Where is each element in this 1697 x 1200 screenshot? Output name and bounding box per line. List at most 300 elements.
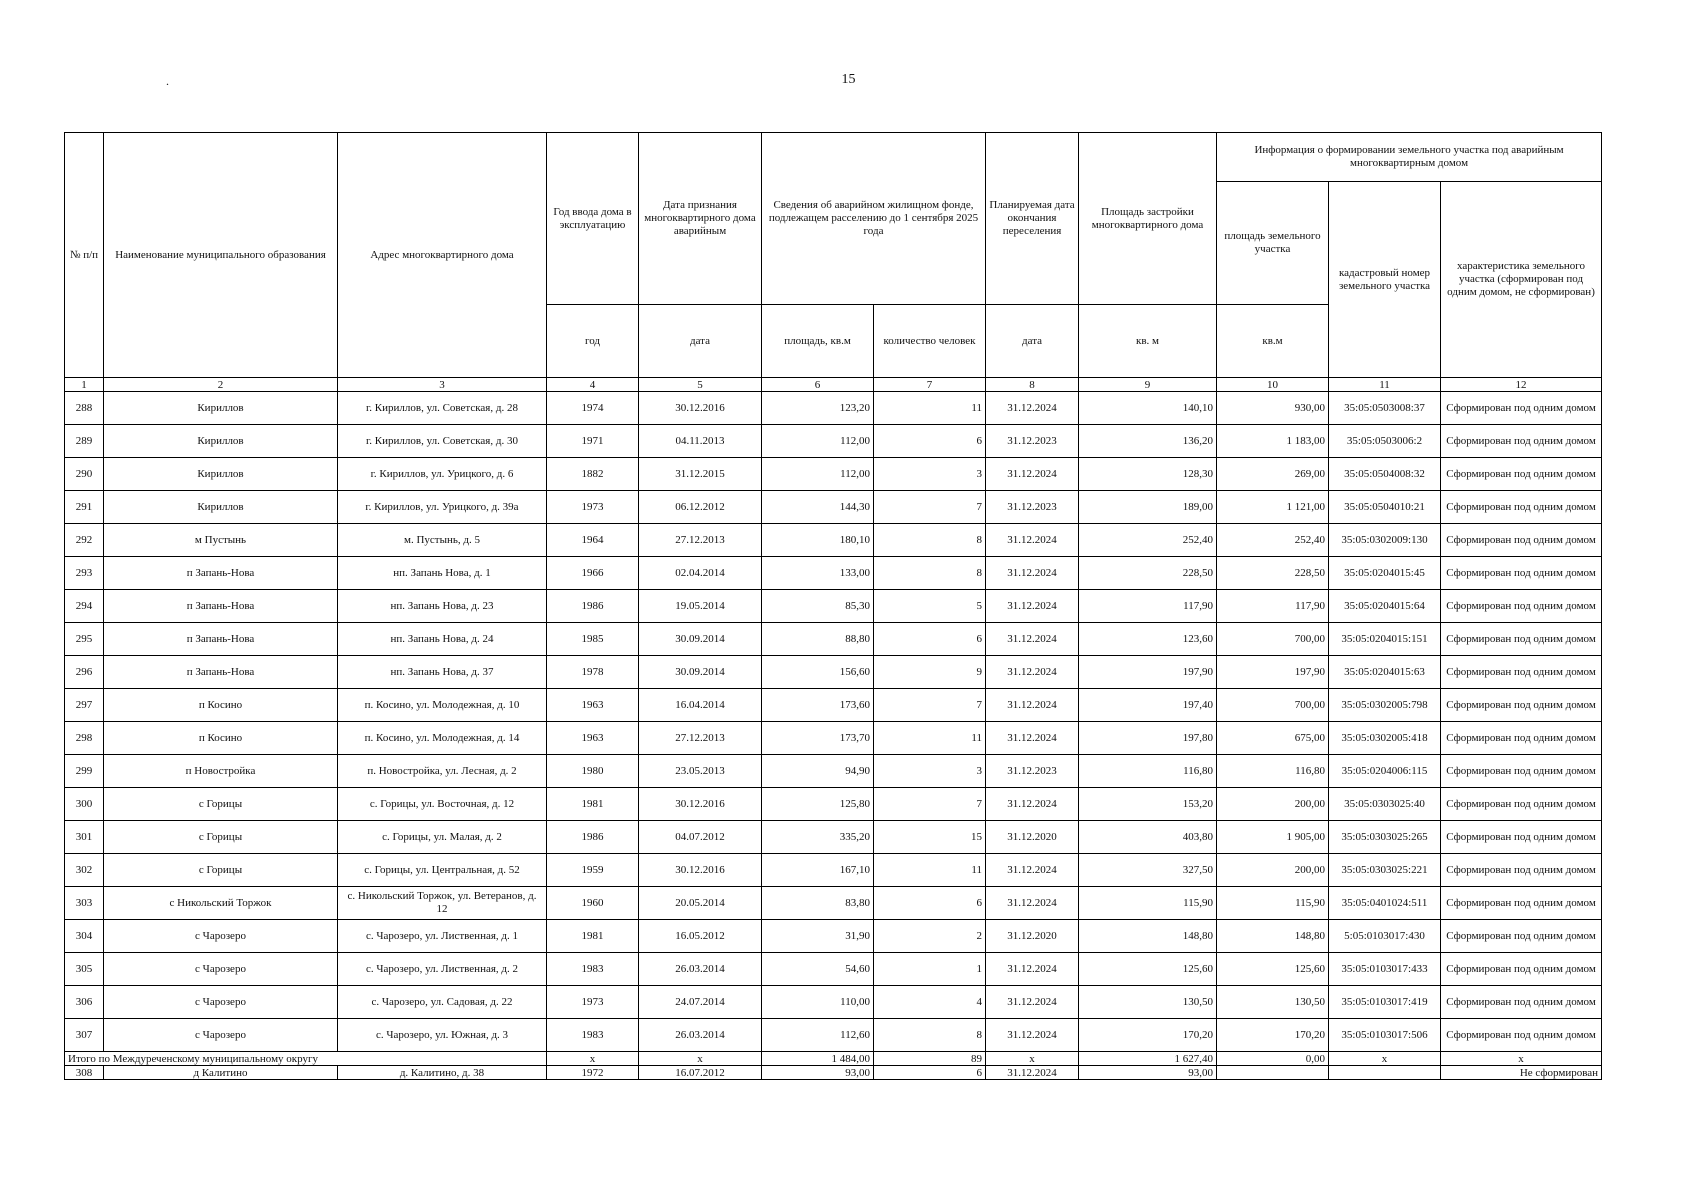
column-number: 5	[639, 378, 762, 392]
cell-people: 11	[874, 392, 986, 425]
cell-date: 30.09.2014	[639, 623, 762, 656]
cell-address: нп. Запань Нова, д. 24	[338, 623, 547, 656]
cell-date: 23.05.2013	[639, 755, 762, 788]
cell-cadastral-number: 35:05:0504008:32	[1329, 458, 1441, 491]
table-row	[65, 623, 1602, 656]
cell-year: 1981	[547, 788, 639, 821]
column-number: 2	[104, 378, 338, 392]
cell-people: 6	[874, 1066, 986, 1080]
column-number: 10	[1217, 378, 1329, 392]
cell-land-area: 675,00	[1217, 722, 1329, 755]
column-number: 12	[1441, 378, 1602, 392]
total-cell: х	[1441, 1052, 1602, 1066]
cell-year: 1986	[547, 821, 639, 854]
cell-number: 288	[65, 392, 104, 425]
cell-building-area: 117,90	[1079, 590, 1217, 623]
cell-cadastral-number: 35:05:0503006:2	[1329, 425, 1441, 458]
cell-people: 6	[874, 887, 986, 920]
cell-cadastral-number: 35:05:0204015:64	[1329, 590, 1441, 623]
cell-address: г. Кириллов, ул. Урицкого, д. 6	[338, 458, 547, 491]
cell-land-characteristic: Сформирован под одним домом	[1441, 722, 1602, 755]
cell-address: м. Пустынь, д. 5	[338, 524, 547, 557]
cell-municipality: п Запань-Нова	[104, 656, 338, 689]
cell-year: 1983	[547, 953, 639, 986]
cell-land-area: 117,90	[1217, 590, 1329, 623]
table-row	[65, 656, 1602, 689]
header-land-group: Информация о формировании земельного участка под аварийным многоквартирным домом	[1217, 133, 1602, 182]
cell-cadastral-number: 35:05:0504010:21	[1329, 491, 1441, 524]
table-row	[65, 986, 1602, 1019]
cell-building-area: 228,50	[1079, 557, 1217, 590]
header-number: № п/п	[65, 133, 104, 378]
cell-date: 27.12.2013	[639, 722, 762, 755]
cell-people: 2	[874, 920, 986, 953]
table-header	[65, 133, 1602, 392]
cell-date: 16.05.2012	[639, 920, 762, 953]
cell-date: 30.12.2016	[639, 854, 762, 887]
cell-land-characteristic: Сформирован под одним домом	[1441, 491, 1602, 524]
cell-land-area: 1 905,00	[1217, 821, 1329, 854]
cell-land-area: 116,80	[1217, 755, 1329, 788]
cell-resettlement-date: 31.12.2024	[986, 524, 1079, 557]
unit-land-area: кв.м	[1217, 305, 1329, 378]
column-number: 4	[547, 378, 639, 392]
cell-address: с. Горицы, ул. Восточная, д. 12	[338, 788, 547, 821]
cell-municipality: п Запань-Нова	[104, 623, 338, 656]
cell-address: с. Горицы, ул. Малая, д. 2	[338, 821, 547, 854]
table-row	[65, 755, 1602, 788]
cell-resettlement-date: 31.12.2024	[986, 788, 1079, 821]
cell-address: с. Чарозеро, ул. Южная, д. 3	[338, 1019, 547, 1052]
table-row	[65, 854, 1602, 887]
cell-date: 26.03.2014	[639, 953, 762, 986]
cell-municipality: с Чарозеро	[104, 953, 338, 986]
cell-resettlement-date: 31.12.2024	[986, 722, 1079, 755]
cell-cadastral-number: 35:05:0302009:130	[1329, 524, 1441, 557]
cell-area: 180,10	[762, 524, 874, 557]
cell-resettlement-date: 31.12.2024	[986, 854, 1079, 887]
cell-date: 04.07.2012	[639, 821, 762, 854]
cell-land-area: 115,90	[1217, 887, 1329, 920]
table-row	[65, 425, 1602, 458]
cell-building-area: 125,60	[1079, 953, 1217, 986]
cell-building-area: 130,50	[1079, 986, 1217, 1019]
cell-building-area: 123,60	[1079, 623, 1217, 656]
cell-cadastral-number: 35:05:0303025:40	[1329, 788, 1441, 821]
cell-area: 85,30	[762, 590, 874, 623]
cell-address: нп. Запань Нова, д. 23	[338, 590, 547, 623]
cell-resettlement-date: 31.12.2020	[986, 821, 1079, 854]
cell-land-characteristic: Сформирован под одним домом	[1441, 755, 1602, 788]
cell-resettlement-date: 31.12.2024	[986, 656, 1079, 689]
total-cell: х	[986, 1052, 1079, 1066]
cell-area: 173,60	[762, 689, 874, 722]
column-number: 1	[65, 378, 104, 392]
cell-cadastral-number: 35:05:0204015:151	[1329, 623, 1441, 656]
cell-people: 3	[874, 458, 986, 491]
cell-area: 83,80	[762, 887, 874, 920]
cell-land-characteristic: Сформирован под одним домом	[1441, 656, 1602, 689]
cell-people: 7	[874, 689, 986, 722]
cell-municipality: с Горицы	[104, 821, 338, 854]
column-numbers-row	[65, 378, 1602, 392]
cell-address: нп. Запань Нова, д. 1	[338, 557, 547, 590]
table-row	[65, 491, 1602, 524]
cell-area: 54,60	[762, 953, 874, 986]
header-land-area: площадь земельного участка	[1217, 182, 1329, 305]
header-municipality: Наименование муниципального образования	[104, 133, 338, 378]
cell-year: 1966	[547, 557, 639, 590]
cell-year: 1964	[547, 524, 639, 557]
cell-resettlement-date: 31.12.2024	[986, 689, 1079, 722]
cell-land-characteristic: Сформирован под одним домом	[1441, 920, 1602, 953]
cell-land-characteristic: Сформирован под одним домом	[1441, 689, 1602, 722]
header-resettlement-date: Планируемая дата окончания переселения	[986, 133, 1079, 305]
cell-land-area: 252,40	[1217, 524, 1329, 557]
cell-resettlement-date: 31.12.2024	[986, 953, 1079, 986]
cell-cadastral-number: 35:05:0103017:419	[1329, 986, 1441, 1019]
cell-building-area: 140,10	[1079, 392, 1217, 425]
cell-year: 1973	[547, 986, 639, 1019]
cell-year: 1985	[547, 623, 639, 656]
cell-cadastral-number: 35:05:0303025:265	[1329, 821, 1441, 854]
cell-land-characteristic: Сформирован под одним домом	[1441, 953, 1602, 986]
cell-people: 8	[874, 557, 986, 590]
column-number: 8	[986, 378, 1079, 392]
cell-municipality: с Чарозеро	[104, 986, 338, 1019]
cell-resettlement-date: 31.12.2024	[986, 1066, 1079, 1080]
cell-land-characteristic: Сформирован под одним домом	[1441, 1019, 1602, 1052]
cell-number: 308	[65, 1066, 104, 1080]
cell-area: 173,70	[762, 722, 874, 755]
cell-cadastral-number: 35:05:0204015:63	[1329, 656, 1441, 689]
cell-land-characteristic: Сформирован под одним домом	[1441, 524, 1602, 557]
cell-resettlement-date: 31.12.2023	[986, 425, 1079, 458]
cell-land-area: 200,00	[1217, 854, 1329, 887]
cell-municipality: п Новостройка	[104, 755, 338, 788]
table-row	[65, 458, 1602, 491]
header-emergency-date: Дата признания многоквартирного дома аварийным	[639, 133, 762, 305]
cell-building-area: 170,20	[1079, 1019, 1217, 1052]
cell-area: 31,90	[762, 920, 874, 953]
cell-area: 88,80	[762, 623, 874, 656]
unit-area: площадь, кв.м	[762, 305, 874, 378]
cell-number: 303	[65, 887, 104, 920]
table-row	[65, 689, 1602, 722]
cell-people: 6	[874, 623, 986, 656]
cell-land-characteristic: Сформирован под одним домом	[1441, 821, 1602, 854]
cell-municipality: м Пустынь	[104, 524, 338, 557]
cell-year: 1981	[547, 920, 639, 953]
cell-building-area: 128,30	[1079, 458, 1217, 491]
cell-year: 1983	[547, 1019, 639, 1052]
cell-date: 26.03.2014	[639, 1019, 762, 1052]
cell-cadastral-number: 35:05:0204015:45	[1329, 557, 1441, 590]
cell-people: 8	[874, 1019, 986, 1052]
cell-municipality: с Чарозеро	[104, 1019, 338, 1052]
cell-number: 298	[65, 722, 104, 755]
total-building-area: 1 627,40	[1079, 1052, 1217, 1066]
table-row	[65, 590, 1602, 623]
cell-area: 125,80	[762, 788, 874, 821]
cell-resettlement-date: 31.12.2024	[986, 623, 1079, 656]
cell-number: 306	[65, 986, 104, 1019]
cell-year: 1971	[547, 425, 639, 458]
column-number: 7	[874, 378, 986, 392]
cell-address: нп. Запань Нова, д. 37	[338, 656, 547, 689]
cell-year: 1973	[547, 491, 639, 524]
total-cell: х	[1329, 1052, 1441, 1066]
unit-people: количество человек	[874, 305, 986, 378]
cell-municipality: с Горицы	[104, 788, 338, 821]
cell-building-area: 252,40	[1079, 524, 1217, 557]
cell-cadastral-number: 35:05:0303025:221	[1329, 854, 1441, 887]
cell-people: 1	[874, 953, 986, 986]
cell-resettlement-date: 31.12.2024	[986, 557, 1079, 590]
total-land-area: 0,00	[1217, 1052, 1329, 1066]
page-number: 15	[841, 72, 856, 87]
header-building-area: Площадь застройки многоквартирного дома	[1079, 133, 1217, 305]
cell-year: 1882	[547, 458, 639, 491]
cell-people: 7	[874, 788, 986, 821]
cell-building-area: 153,20	[1079, 788, 1217, 821]
cell-resettlement-date: 31.12.2023	[986, 491, 1079, 524]
cell-municipality: Кириллов	[104, 425, 338, 458]
cell-area: 144,30	[762, 491, 874, 524]
cell-date: 27.12.2013	[639, 524, 762, 557]
total-cell: х	[639, 1052, 762, 1066]
cell-people: 6	[874, 425, 986, 458]
cell-municipality: п Запань-Нова	[104, 557, 338, 590]
unit-year: год	[547, 305, 639, 378]
cell-people: 8	[874, 524, 986, 557]
total-people: 89	[874, 1052, 986, 1066]
total-area: 1 484,00	[762, 1052, 874, 1066]
cell-number: 297	[65, 689, 104, 722]
cell-cadastral-number: 35:05:0302005:798	[1329, 689, 1441, 722]
cell-land-area: 930,00	[1217, 392, 1329, 425]
cell-address: п. Косино, ул. Молодежная, д. 10	[338, 689, 547, 722]
cell-people: 11	[874, 854, 986, 887]
cell-resettlement-date: 31.12.2024	[986, 986, 1079, 1019]
cell-land-characteristic: Не сформирован	[1441, 1066, 1602, 1080]
cell-address: г. Кириллов, ул. Советская, д. 28	[338, 392, 547, 425]
cell-number: 299	[65, 755, 104, 788]
column-number: 3	[338, 378, 547, 392]
cell-land-characteristic: Сформирован под одним домом	[1441, 425, 1602, 458]
cell-building-area: 327,50	[1079, 854, 1217, 887]
header-land-characteristic: характеристика земельного участка (сформирован под одним домом, не сформирован)	[1441, 182, 1602, 378]
cell-building-area: 116,80	[1079, 755, 1217, 788]
cell-date: 24.07.2014	[639, 986, 762, 1019]
cell-municipality: п Косино	[104, 722, 338, 755]
cell-resettlement-date: 31.12.2024	[986, 1019, 1079, 1052]
cell-land-characteristic: Сформирован под одним домом	[1441, 392, 1602, 425]
cell-building-area: 115,90	[1079, 887, 1217, 920]
cell-number: 305	[65, 953, 104, 986]
cell-building-area: 197,40	[1079, 689, 1217, 722]
cell-number: 301	[65, 821, 104, 854]
cell-resettlement-date: 31.12.2020	[986, 920, 1079, 953]
cell-cadastral-number	[1329, 1066, 1441, 1080]
cell-year: 1974	[547, 392, 639, 425]
cell-address: с. Горицы, ул. Центральная, д. 52	[338, 854, 547, 887]
cell-building-area: 197,90	[1079, 656, 1217, 689]
cell-land-area: 197,90	[1217, 656, 1329, 689]
cell-area: 167,10	[762, 854, 874, 887]
cell-building-area: 93,00	[1079, 1066, 1217, 1080]
scan-mark: .	[166, 74, 169, 88]
cell-land-area: 700,00	[1217, 689, 1329, 722]
cell-date: 19.05.2014	[639, 590, 762, 623]
cell-people: 15	[874, 821, 986, 854]
cell-people: 9	[874, 656, 986, 689]
cell-resettlement-date: 31.12.2023	[986, 755, 1079, 788]
cell-land-characteristic: Сформирован под одним домом	[1441, 458, 1602, 491]
cell-year: 1963	[547, 722, 639, 755]
cell-date: 04.11.2013	[639, 425, 762, 458]
cell-number: 300	[65, 788, 104, 821]
cell-address: с. Чарозеро, ул. Садовая, д. 22	[338, 986, 547, 1019]
unit-resettlement-date: дата	[986, 305, 1079, 378]
cell-year: 1963	[547, 689, 639, 722]
table-body	[65, 392, 1602, 1080]
cell-municipality: п Косино	[104, 689, 338, 722]
table-row	[65, 557, 1602, 590]
cell-municipality: с Чарозеро	[104, 920, 338, 953]
column-number: 6	[762, 378, 874, 392]
cell-municipality: п Запань-Нова	[104, 590, 338, 623]
cell-land-area: 1 183,00	[1217, 425, 1329, 458]
cell-area: 112,00	[762, 458, 874, 491]
emergency-housing-table	[64, 132, 1602, 1080]
cell-date: 02.04.2014	[639, 557, 762, 590]
cell-number: 294	[65, 590, 104, 623]
cell-year: 1986	[547, 590, 639, 623]
cell-area: 94,90	[762, 755, 874, 788]
table-row	[65, 392, 1602, 425]
total-label: Итого по Междуреченскому муниципальному округу	[65, 1052, 547, 1066]
cell-date: 30.09.2014	[639, 656, 762, 689]
cell-date: 30.12.2016	[639, 788, 762, 821]
total-row	[65, 1052, 1602, 1066]
column-number: 11	[1329, 378, 1441, 392]
cell-land-area: 130,50	[1217, 986, 1329, 1019]
unit-building-area: кв. м	[1079, 305, 1217, 378]
cell-land-area: 228,50	[1217, 557, 1329, 590]
cell-number: 290	[65, 458, 104, 491]
header-housing-info: Сведения об аварийном жилищном фонде, подлежащем расселению до 1 сентября 2025 года	[762, 133, 986, 305]
cell-area: 110,00	[762, 986, 874, 1019]
cell-cadastral-number: 5:05:0103017:430	[1329, 920, 1441, 953]
cell-land-characteristic: Сформирован под одним домом	[1441, 557, 1602, 590]
cell-number: 293	[65, 557, 104, 590]
cell-year: 1960	[547, 887, 639, 920]
cell-municipality: Кириллов	[104, 392, 338, 425]
cell-area: 112,60	[762, 1019, 874, 1052]
cell-number: 289	[65, 425, 104, 458]
table-row	[65, 722, 1602, 755]
cell-land-characteristic: Сформирован под одним домом	[1441, 623, 1602, 656]
cell-land-area: 700,00	[1217, 623, 1329, 656]
cell-cadastral-number: 35:05:0204006:115	[1329, 755, 1441, 788]
cell-area: 156,60	[762, 656, 874, 689]
cell-year: 1980	[547, 755, 639, 788]
cell-people: 3	[874, 755, 986, 788]
cell-date: 30.12.2016	[639, 392, 762, 425]
cell-date: 16.07.2012	[639, 1066, 762, 1080]
cell-municipality: д Калитино	[104, 1066, 338, 1080]
cell-year: 1959	[547, 854, 639, 887]
table-row	[65, 524, 1602, 557]
cell-number: 292	[65, 524, 104, 557]
cell-date: 06.12.2012	[639, 491, 762, 524]
cell-date: 31.12.2015	[639, 458, 762, 491]
header-year-built: Год ввода дома в эксплуатацию	[547, 133, 639, 305]
cell-land-characteristic: Сформирован под одним домом	[1441, 887, 1602, 920]
column-number: 9	[1079, 378, 1217, 392]
cell-building-area: 403,80	[1079, 821, 1217, 854]
cell-cadastral-number: 35:05:0103017:433	[1329, 953, 1441, 986]
cell-municipality: с Горицы	[104, 854, 338, 887]
cell-building-area: 197,80	[1079, 722, 1217, 755]
cell-municipality: с Никольский Торжок	[104, 887, 338, 920]
cell-area: 112,00	[762, 425, 874, 458]
header-address: Адрес многоквартирного дома	[338, 133, 547, 378]
cell-land-area: 148,80	[1217, 920, 1329, 953]
cell-date: 20.05.2014	[639, 887, 762, 920]
cell-address: с. Чарозеро, ул. Лиственная, д. 2	[338, 953, 547, 986]
table-row	[65, 887, 1602, 920]
cell-cadastral-number: 35:05:0302005:418	[1329, 722, 1441, 755]
table-row	[65, 821, 1602, 854]
table-row	[65, 1066, 1602, 1080]
cell-cadastral-number: 35:05:0401024:511	[1329, 887, 1441, 920]
cell-land-characteristic: Сформирован под одним домом	[1441, 986, 1602, 1019]
cell-year: 1978	[547, 656, 639, 689]
cell-land-characteristic: Сформирован под одним домом	[1441, 590, 1602, 623]
cell-land-area: 269,00	[1217, 458, 1329, 491]
cell-area: 335,20	[762, 821, 874, 854]
cell-address: с. Чарозеро, ул. Лиственная, д. 1	[338, 920, 547, 953]
cell-address: г. Кириллов, ул. Урицкого, д. 39а	[338, 491, 547, 524]
cell-municipality: Кириллов	[104, 491, 338, 524]
cell-municipality: Кириллов	[104, 458, 338, 491]
cell-year: 1972	[547, 1066, 639, 1080]
cell-land-area: 1 121,00	[1217, 491, 1329, 524]
cell-land-area	[1217, 1066, 1329, 1080]
cell-area: 123,20	[762, 392, 874, 425]
cell-land-area: 200,00	[1217, 788, 1329, 821]
cell-number: 291	[65, 491, 104, 524]
cell-building-area: 189,00	[1079, 491, 1217, 524]
cell-number: 304	[65, 920, 104, 953]
cell-building-area: 136,20	[1079, 425, 1217, 458]
cell-land-area: 170,20	[1217, 1019, 1329, 1052]
header-cadastral-number: кадастровый номер земельного участка	[1329, 182, 1441, 378]
cell-area: 93,00	[762, 1066, 874, 1080]
cell-land-area: 125,60	[1217, 953, 1329, 986]
unit-date: дата	[639, 305, 762, 378]
table-row	[65, 1019, 1602, 1052]
cell-building-area: 148,80	[1079, 920, 1217, 953]
cell-cadastral-number: 35:05:0503008:37	[1329, 392, 1441, 425]
table-row	[65, 953, 1602, 986]
total-cell: х	[547, 1052, 639, 1066]
cell-number: 302	[65, 854, 104, 887]
cell-address: п. Косино, ул. Молодежная, д. 14	[338, 722, 547, 755]
cell-resettlement-date: 31.12.2024	[986, 887, 1079, 920]
